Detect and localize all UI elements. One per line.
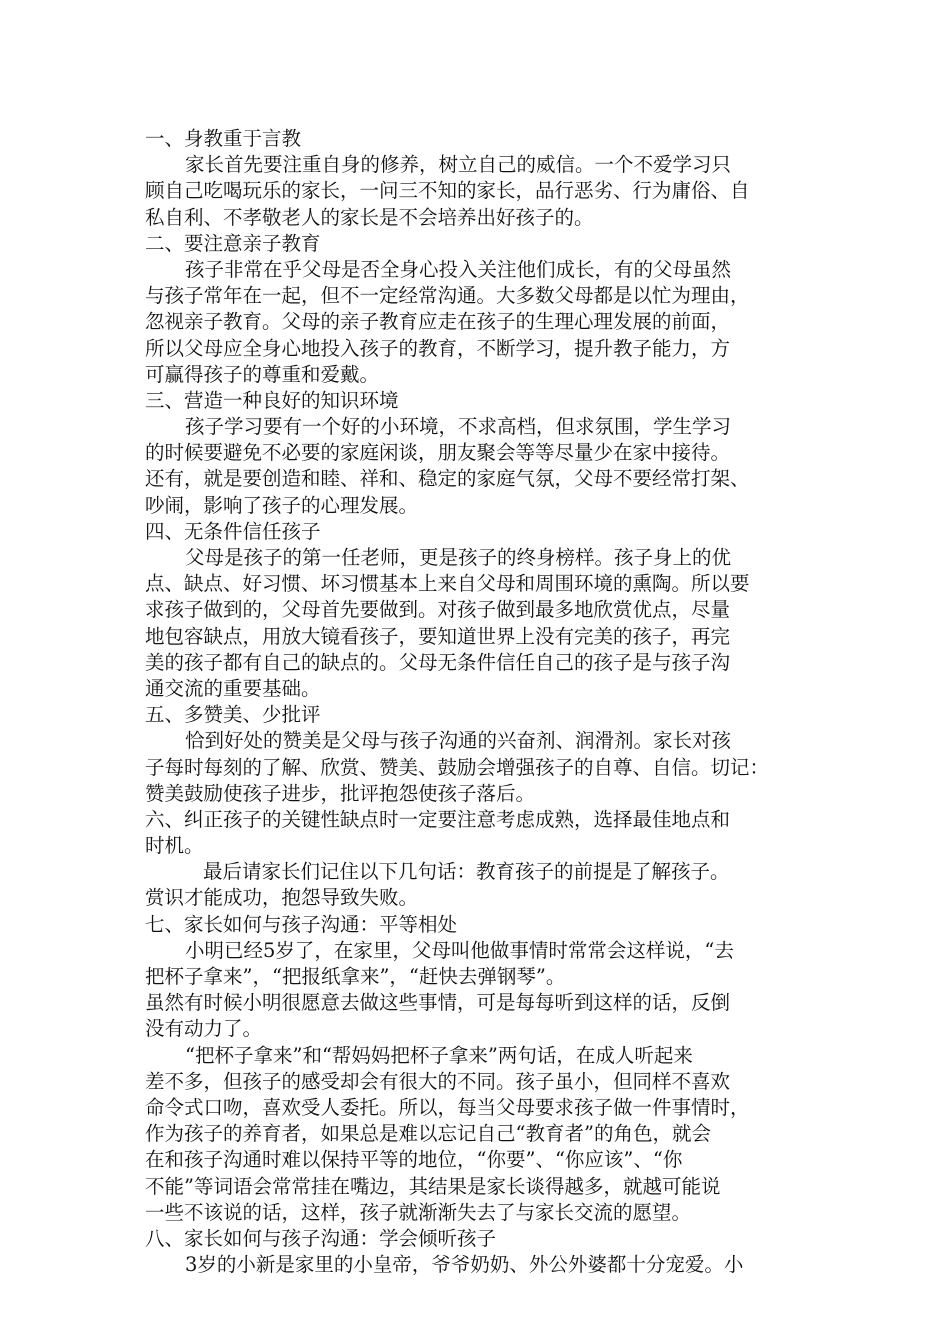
paragraph-line: 点、缺点、好习惯、坏习惯基本上来自父母和周围环境的熏陶。所以要 [145,572,750,596]
paragraph-line: 虽然有时候小明很愿意去做这些事情，可是每每听到这样的话，反倒 [145,991,731,1015]
paragraph-line: 恰到好处的赞美是父母与孩子沟通的兴奋剂、润滑剂。家长对孩 [185,729,732,753]
paragraph-line: 求孩子做到的，父母首先要做到。对孩子做到最多地欣赏优点，尽量 [145,598,731,622]
paragraph-line: 赞美鼓励使孩子进步，批评抱怨使孩子落后。 [145,781,536,805]
paragraph-line: 一些不该说的话，这样，孩子就渐渐失去了与家长交流的愿望。 [145,1200,692,1224]
paragraph-line: 把杯子拿来”，“把报纸拿来”，“赶快去弹钢琴”。 [145,965,566,988]
paragraph-line: 孩子学习要有一个好的小环境，不求高档，但求氛围，学生学习 [185,415,732,439]
section-heading-4: 四、无条件信任孩子 [145,519,321,543]
paragraph-line: 作为孩子的养育者，如果总是难以忘记自己“教育者”的角色，就会 [145,1122,711,1146]
section-heading-6: 六、纠正孩子的关键性缺点时一定要注意考虑成熟，选择最佳地点和 [145,807,731,831]
section-heading-1: 一、身教重于言教 [145,127,302,150]
paragraph-line: 子每时每刻的了解、欣赏、赞美、鼓励会增强孩子的自尊、自信。切记： [145,755,770,779]
section-heading-5: 五、多赞美、少批评 [145,703,321,727]
paragraph-line: 与孩子常年在一起，但不一定经常沟通。大多数父母都是以忙为理由， [145,284,750,308]
paragraph-line: 没有动力了。 [145,1017,263,1041]
paragraph-line: “把杯子拿来”和“帮妈妈把杯子拿来”两句话，在成人听起来 [185,1043,693,1067]
paragraph-line: 父母是孩子的第一任老师，更是孩子的终身榜样。孩子身上的优 [185,546,732,569]
paragraph-line: 命令式口吻，喜欢受人委托。所以，每当父母要求孩子做一件事情时， [145,1095,750,1119]
paragraph-line: 还有，就是要创造和睦、祥和、稳定的家庭气氛，父母不要经常打架、 [145,467,750,491]
paragraph-line: 私自利、不孝敬老人的家长是不会培养出好孩子的。 [145,205,594,229]
paragraph-line: 差不多，但孩子的感受却会有很大的不同。孩子虽小，但同样不喜欢 [145,1069,731,1093]
paragraph-line: 忽视亲子教育。父母的亲子教育应走在孩子的生理心理发展的前面， [145,310,731,334]
section-heading-7: 七、家长如何与孩子沟通：平等相处 [145,912,458,936]
paragraph-line: 不能”等词语会常常挂在嘴边，其结果是家长谈得越多，就越可能说 [145,1174,721,1198]
paragraph-line: 通交流的重要基础。 [145,676,321,700]
paragraph-line: 吵闹，影响了孩子的心理发展。 [145,493,419,517]
section-heading-2: 二、要注意亲子教育 [145,231,321,255]
paragraph-line: 孩子非常在乎父母是否全身心投入关注他们成长，有的父母虽然 [185,257,732,281]
paragraph-line: 3岁的小新是家里的小皇帝，爷爷奶奶、外公外婆都十分宠爱。小 [185,1253,744,1277]
paragraph-line: 家长首先要注重自身的修养，树立自己的威信。一个不爱学习只 [185,153,732,177]
closing-paragraph-line: 赏识才能成功，抱怨导致失败。 [145,886,419,910]
section-heading-8: 八、家长如何与孩子沟通：学会倾听孩子 [145,1226,497,1250]
section-heading-3: 三、营造一种良好的知识环境 [145,388,399,412]
paragraph-line: 顾自己吃喝玩乐的家长，一问三不知的家长，品行恶劣、行为庸俗、自 [145,179,750,203]
paragraph-line: 可赢得孩子的尊重和爱戴。 [145,362,380,386]
paragraph-line: 地包容缺点，用放大镜看孩子，要知道世界上没有完美的孩子，再完 [145,624,731,648]
paragraph-line: 小明已经5岁了，在家里，父母叫他做事情时常常会这样说，“去 [185,938,734,962]
paragraph-line: 在和孩子沟通时难以保持平等的地位，“你要”、“你应该”、“你 [145,1148,683,1172]
paragraph-line: 所以父母应全身心地投入孩子的教育，不断学习，提升教子能力，方 [145,336,731,360]
document-page [145,126,810,1278]
paragraph-line: 的时候要避免不必要的家庭闲谈，朋友聚会等等尽量少在家中接待。 [145,441,731,465]
closing-paragraph-line: 最后请家长们记住以下几句话：教育孩子的前提是了解孩子。 [203,860,730,884]
paragraph-line: 时机。 [145,834,204,858]
paragraph-line: 美的孩子都有自己的缺点的。父母无条件信任自己的孩子是与孩子沟 [145,650,731,674]
